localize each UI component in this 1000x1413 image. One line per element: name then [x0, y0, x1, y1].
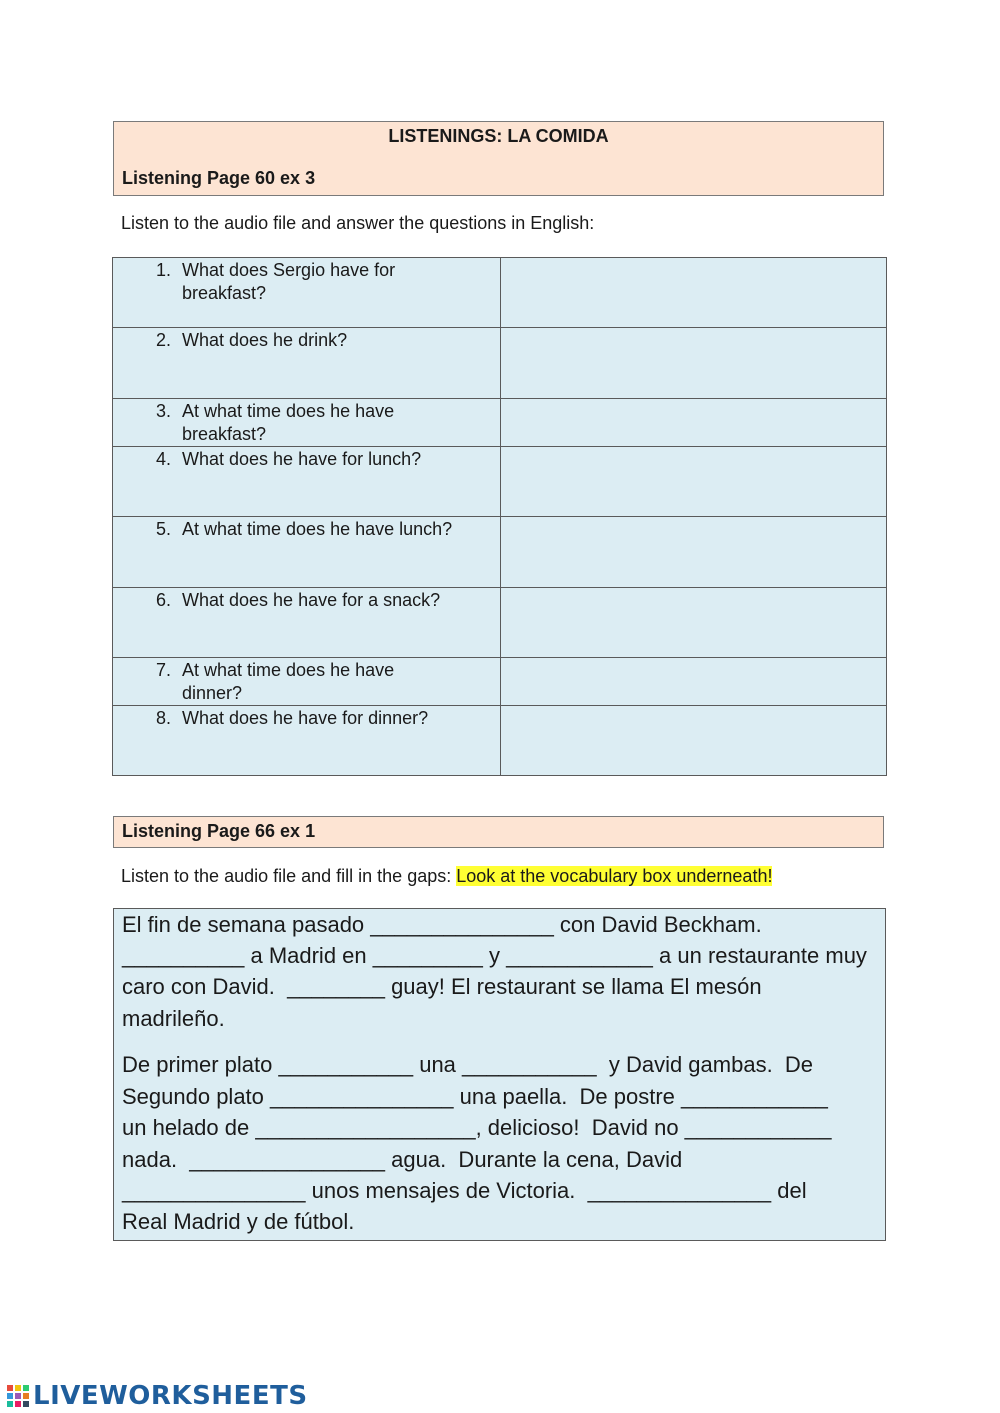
- gap-fill-box: [113, 908, 886, 1241]
- table-row: [113, 258, 887, 328]
- question-number: 3.: [155, 401, 171, 421]
- question-cell: [113, 658, 501, 706]
- page-title: LISTENINGS: LA COMIDA: [388, 126, 609, 146]
- section-title-ex3: Listening Page 60 ex 3: [122, 168, 316, 188]
- instruction-text: Listen to the audio file and fill in the gaps:: [121, 866, 457, 886]
- table-row: [113, 706, 887, 776]
- question-text-cont: breakfast?: [182, 283, 267, 303]
- question-text: What does he drink?: [182, 330, 348, 350]
- liveworksheets-logo-icon: [6, 1384, 30, 1408]
- section-title-ex1: Listening Page 66 ex 1: [122, 821, 316, 841]
- gap-text-line[interactable]: __________ a Madrid en _________ y ____________ a un restaurante muy: [122, 943, 867, 968]
- question-number: 5.: [155, 519, 171, 539]
- table-row: [113, 588, 887, 658]
- gap-text-line[interactable]: _______________ unos mensajes de Victoria. _______________ del: [122, 1178, 807, 1203]
- question-text: At what time does he have lunch?: [182, 519, 453, 539]
- question-text: What does he have for dinner?: [182, 708, 429, 728]
- instruction-ex1: [121, 866, 772, 887]
- liveworksheets-logo: [6, 1381, 308, 1411]
- gap-text-line[interactable]: caro con David. ________ guay! El restaurant se llama El mesón: [122, 974, 762, 999]
- question-text-cont: dinner?: [182, 683, 243, 703]
- question-text: At what time does he have: [182, 401, 395, 421]
- gap-text-line: Real Madrid y de fútbol.: [122, 1209, 355, 1234]
- table-row: [113, 399, 887, 447]
- header-box: [113, 121, 884, 196]
- gap-text-line[interactable]: De primer plato ___________ una ___________ y David gambas. De: [122, 1052, 814, 1077]
- question-text: At what time does he have: [182, 660, 395, 680]
- answer-field-5[interactable]: [501, 517, 887, 588]
- gap-text-line[interactable]: El fin de semana pasado _______________ con David Beckham.: [122, 912, 762, 937]
- question-text: What does Sergio have for: [182, 260, 396, 280]
- gap-text-line[interactable]: un helado de __________________, delicioso! David no ____________: [122, 1115, 832, 1140]
- instruction-highlight: Look at the vocabulary box underneath!: [456, 866, 773, 886]
- gap-text-line[interactable]: Segundo plato _______________ una paella. De postre ____________: [122, 1084, 828, 1109]
- question-cell: [113, 399, 501, 447]
- question-number: 4.: [155, 449, 171, 469]
- answer-field-7[interactable]: [501, 658, 887, 706]
- question-cell: [113, 517, 501, 588]
- table-row: [113, 447, 887, 517]
- instruction-ex3: Listen to the audio file and answer the questions in English:: [121, 213, 595, 233]
- answer-field-4[interactable]: [501, 447, 887, 517]
- gap-text-line[interactable]: nada. ________________ agua. Durante la cena, David: [122, 1147, 683, 1172]
- question-text-cont: breakfast?: [182, 424, 267, 444]
- questions-table: [112, 257, 887, 776]
- section-box-ex1: [113, 816, 884, 848]
- gap-text-line: madrileño.: [122, 1006, 225, 1031]
- question-cell: [113, 588, 501, 658]
- question-number: 6.: [155, 590, 171, 610]
- answer-field-6[interactable]: [501, 588, 887, 658]
- question-cell: [113, 447, 501, 517]
- question-text: What does he have for lunch?: [182, 449, 422, 469]
- table-row: [113, 517, 887, 588]
- logo-text: LIVEWORKSHEETS: [33, 1381, 308, 1411]
- question-number: 2.: [155, 330, 171, 350]
- question-text: What does he have for a snack?: [182, 590, 441, 610]
- answer-field-8[interactable]: [501, 706, 887, 776]
- question-cell: [113, 328, 501, 399]
- table-row: [113, 658, 887, 706]
- answer-field-3[interactable]: [501, 399, 887, 447]
- question-number: 1.: [155, 260, 171, 280]
- answer-field-1[interactable]: [501, 258, 887, 328]
- answer-field-2[interactable]: [501, 328, 887, 399]
- question-number: 8.: [155, 708, 171, 728]
- table-row: [113, 328, 887, 399]
- question-cell: [113, 258, 501, 328]
- question-cell: [113, 706, 501, 776]
- question-number: 7.: [155, 660, 171, 680]
